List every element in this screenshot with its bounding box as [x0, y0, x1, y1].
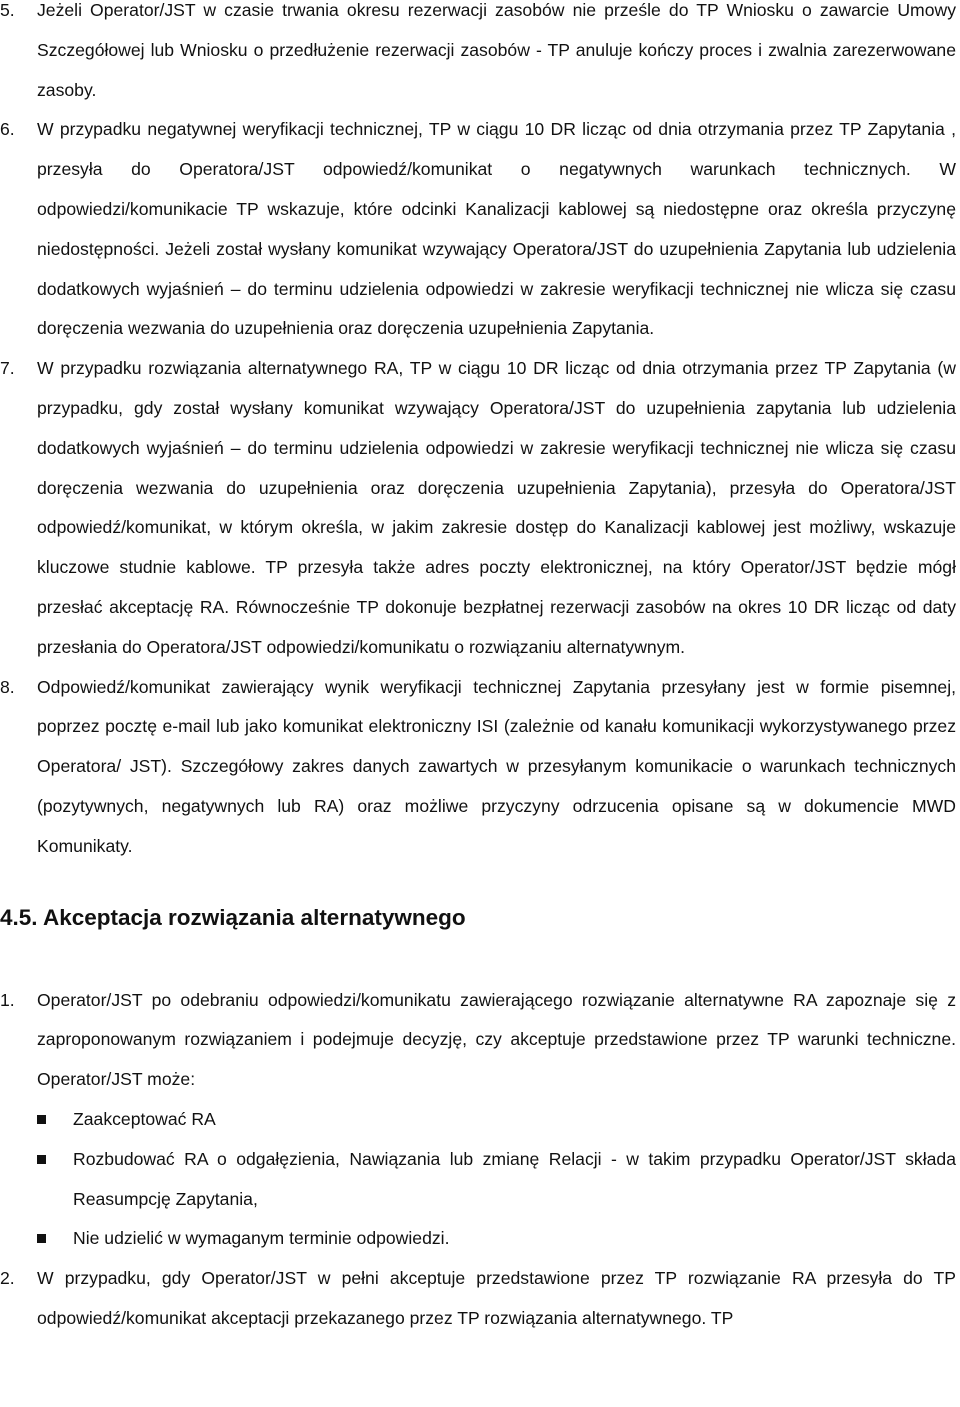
list-number: 2. — [0, 1268, 15, 1289]
paragraph-text: Odpowiedź/komunikat zawierający wynik weryfikacji technicznej Zapytania przesyłany jest w formie pisemnej, poprzez pocztę e-mail lub jako komunikat elektroniczny ISI (zależnie od kanału komunikacji wykorzystywanego przez Operatora/ JST). Szczegółowy zakres danych zawartych w przesyłanym komunikacie o warunkach technicznych (pozytywnych, negatywnych lub RA) oraz możliwe przyczyny odrzucenia opisane są w dokumencie MWD Komunikaty. — [37, 676, 956, 856]
list-item-6 — [0, 110, 956, 349]
bullet-item — [0, 1100, 956, 1140]
bullet-text: Nie udzielić w wymaganym terminie odpowiedzi. — [73, 1228, 450, 1249]
list-item-7 — [0, 349, 956, 667]
list-item-8 — [0, 668, 956, 867]
paragraph-text: W przypadku, gdy Operator/JST w pełni akceptuje przedstawione przez TP rozwiązanie RA przesyła do TP odpowiedź/komunikat akceptacji przekazanego przez TP rozwiązania alternatywnego. TP — [37, 1268, 956, 1328]
bullet-text: Rozbudować RA o odgałęzienia, Nawiązania lub zmianę Relacji - w takim przypadku Operator/JST składa Reasumpcję Zapytania, — [73, 1148, 956, 1209]
list-item-1 — [0, 981, 956, 1100]
list-number: 7. — [0, 358, 15, 379]
paragraph-text: Jeżeli Operator/JST w czasie trwania okresu rezerwacji zasobów nie prześle do TP Wniosku o zawarcie Umowy Szczegółowej lub Wniosku o przedłużenie rezerwacji zasobów - TP anuluje kończy proces i zwalnia zarezerwowane zasoby. — [37, 0, 956, 100]
paragraph-text: Operator/JST po odebraniu odpowiedzi/komunikatu zawierającego rozwiązanie alternatywne RA zapoznaje się z zaproponowanym rozwiązaniem i podejmuje decyzję, czy akceptuje przedstawione przez TP warunki techniczne. Operator/JST może: — [37, 989, 956, 1090]
paragraph-text: W przypadku rozwiązania alternatywnego RA, TP w ciągu 10 DR licząc od dnia otrzymania przez TP Zapytania (w przypadku, gdy został wysłany komunikat wzywający Operatora/JST do uzupełnienia zapytania lub udzielenia dodatkowych wyjaśnień – do terminu udzielenia odpowiedzi w zakresie weryfikacji technicznej nie wlicza się czasu doręczenia wezwania do uzupełnienia oraz doręczenia uzupełnienia Zapytania), przesyła do Operatora/JST odpowiedź/komunikat, w którym określa, w jakim zakresie dostęp do Kanalizacji kablowej jest możliwy, wskazuje kluczowe studnie kablowe. TP przesyła także adres poczty elektronicznej, na który Operator/JST będzie mógł przesłać akceptację RA. Równocześnie TP dokonuje bezpłatnej rezerwacji zasobów na okres 10 DR licząc od daty przesłania do Operatora/JST odpowiedzi/komunikatu o rozwiązaniu alternatywnym. — [37, 358, 956, 657]
paragraph-text: W przypadku negatywnej weryfikacji technicznej, TP w ciągu 10 DR licząc od dnia otrzymania przez TP Zapytania , przesyła do Operatora/JST odpowiedź/komunikat o negatywnych warunkach technicznych. W odpowiedzi/komunikacie TP wskazuje, które odcinki Kanalizacji kablowej są niedostępne oraz określa przyczynę niedostępności. Jeżeli został wysłany komunikat wzywający Operatora/JST do uzupełnienia Zapytania lub udzielenia dodatkowych wyjaśnień – do terminu udzielenia odpowiedzi w zakresie weryfikacji technicznej nie wlicza się czasu doręczenia wezwania do uzupełnienia oraz doręczenia uzupełnienia Zapytania. — [37, 119, 956, 339]
list-item-5 — [0, 0, 956, 110]
bullet-item — [0, 1219, 956, 1259]
list-item-2 — [0, 1259, 956, 1339]
bullet-item — [0, 1140, 956, 1220]
square-bullet-icon — [37, 1115, 46, 1124]
section-heading: 4.5. Akceptacja rozwiązania alternatywnego — [0, 904, 466, 930]
square-bullet-icon — [37, 1155, 46, 1164]
list-number: 6. — [0, 119, 15, 140]
list-number: 8. — [0, 676, 15, 697]
list-number: 5. — [0, 0, 15, 20]
square-bullet-icon — [37, 1234, 46, 1243]
bullet-text: Zaakceptować RA — [73, 1108, 216, 1129]
bullet-list — [0, 1100, 956, 1259]
list-number: 1. — [0, 989, 15, 1010]
